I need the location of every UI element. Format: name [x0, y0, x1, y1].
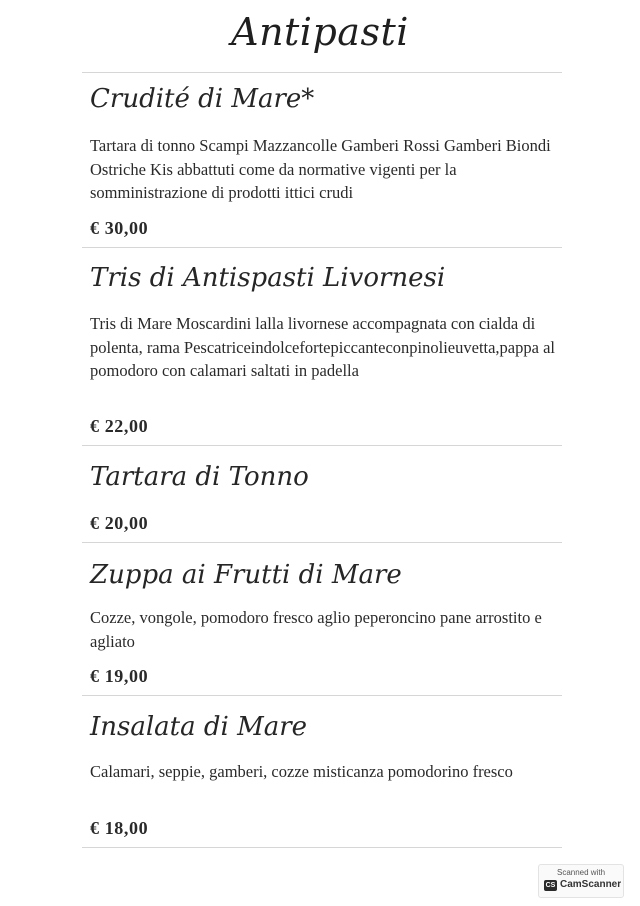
divider	[82, 542, 562, 543]
dish-name: Insalata di Mare	[90, 712, 308, 742]
dish-price: € 20,00	[90, 513, 149, 533]
scanner-watermark	[538, 864, 624, 898]
dish-name: Crudité di Mare*	[90, 84, 315, 114]
dish-description: Cozze, vongole, pomodoro fresco aglio peperoncino pane arrostito e agliato	[90, 608, 542, 651]
dish-name: Tartara di Tonno	[90, 462, 309, 492]
dish-name: Zuppa ai Frutti di Mare	[90, 560, 402, 590]
watermark-brand: CamScanner	[560, 879, 622, 890]
dish-description: Calamari, seppie, gamberi, cozze misticanza pomodorino fresco	[90, 762, 513, 781]
divider	[82, 695, 562, 696]
dish-price: € 30,00	[90, 218, 149, 238]
watermark-caption: Scanned with	[556, 868, 606, 877]
dish-description: Tartara di tonno Scampi Mazzancolle Gamberi Rossi Gamberi Biondi Ostriche Kis abbattuti come da normative vigenti per la somministrazione di prodotti ittici crudi	[90, 136, 551, 202]
dish-price: € 22,00	[90, 416, 149, 436]
camscanner-logo-icon: CS	[545, 882, 556, 889]
dish-price: € 19,00	[90, 666, 149, 686]
divider	[82, 247, 562, 248]
divider	[82, 847, 562, 848]
dish-price: € 18,00	[90, 818, 149, 838]
dish-description: Tris di Mare Moscardini lalla livornese accompagnata con cialda di polenta, rama Pescatriceindolcefortepiccanteconpinolieuvetta,pappa al pomodoro con calamari saltati in padella	[90, 314, 555, 380]
page-title: Antipasti	[231, 10, 409, 54]
divider	[82, 72, 562, 73]
divider	[82, 445, 562, 446]
dish-name: Tris di Antispasti Livornesi	[90, 263, 446, 293]
